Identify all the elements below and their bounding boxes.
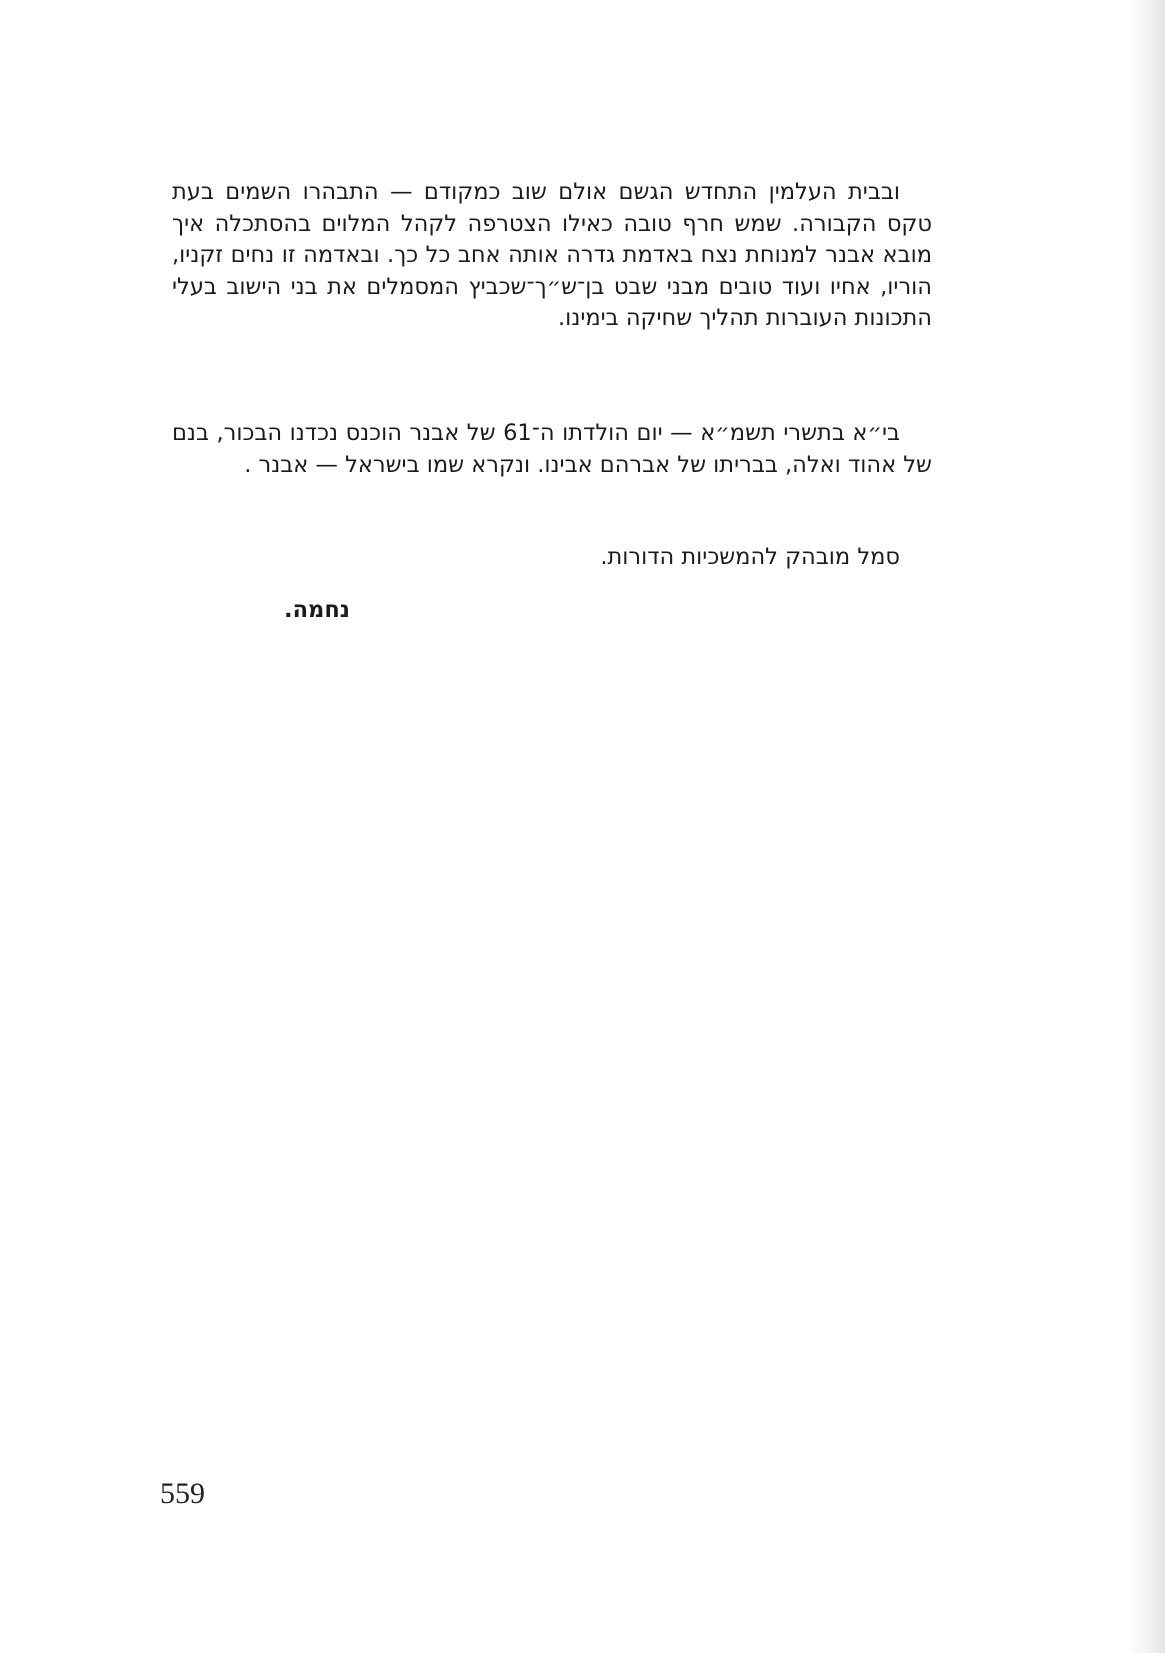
page-edge-shadow bbox=[1125, 0, 1165, 1653]
signature: נחמה. bbox=[284, 597, 350, 623]
document-body-2 bbox=[172, 418, 932, 481]
document-body bbox=[172, 177, 932, 335]
document-body-3 bbox=[172, 542, 932, 574]
paragraph-funeral: ובבית העלמין התחדש הגשם אולם שוב כמקודם — התבהרו השמים בעת טקס הקבורה. שמש חרף טובה כאילו הצטרפה לקהל המלוים בהסתכלה איך מובא אבנר למנוחת נצח באדמת גדרה אותה אחב כל כך. ובאדמה זו נחים זקניו, הוריו, אחיו ועוד טובים מבני שבט בן־ש״ך־שכביץ המסמלים את בני הישוב בעלי התכונות העוברות תהליך שחיקה בימינו. bbox=[172, 179, 932, 331]
paragraph-grandson: בי״א בתשרי תשמ״א — יום הולדתו ה־61 של אבנר הוכנס נכדנו הבכור, בנם של אהוד ואלה, בבריתו של אברהם אבינו. ונקרא שמו בישראל — אבנר . bbox=[172, 420, 932, 478]
page-number: 559 bbox=[160, 1477, 205, 1510]
paragraph-symbol: סמל מובהק להמשכיות הדורות. bbox=[600, 544, 900, 570]
